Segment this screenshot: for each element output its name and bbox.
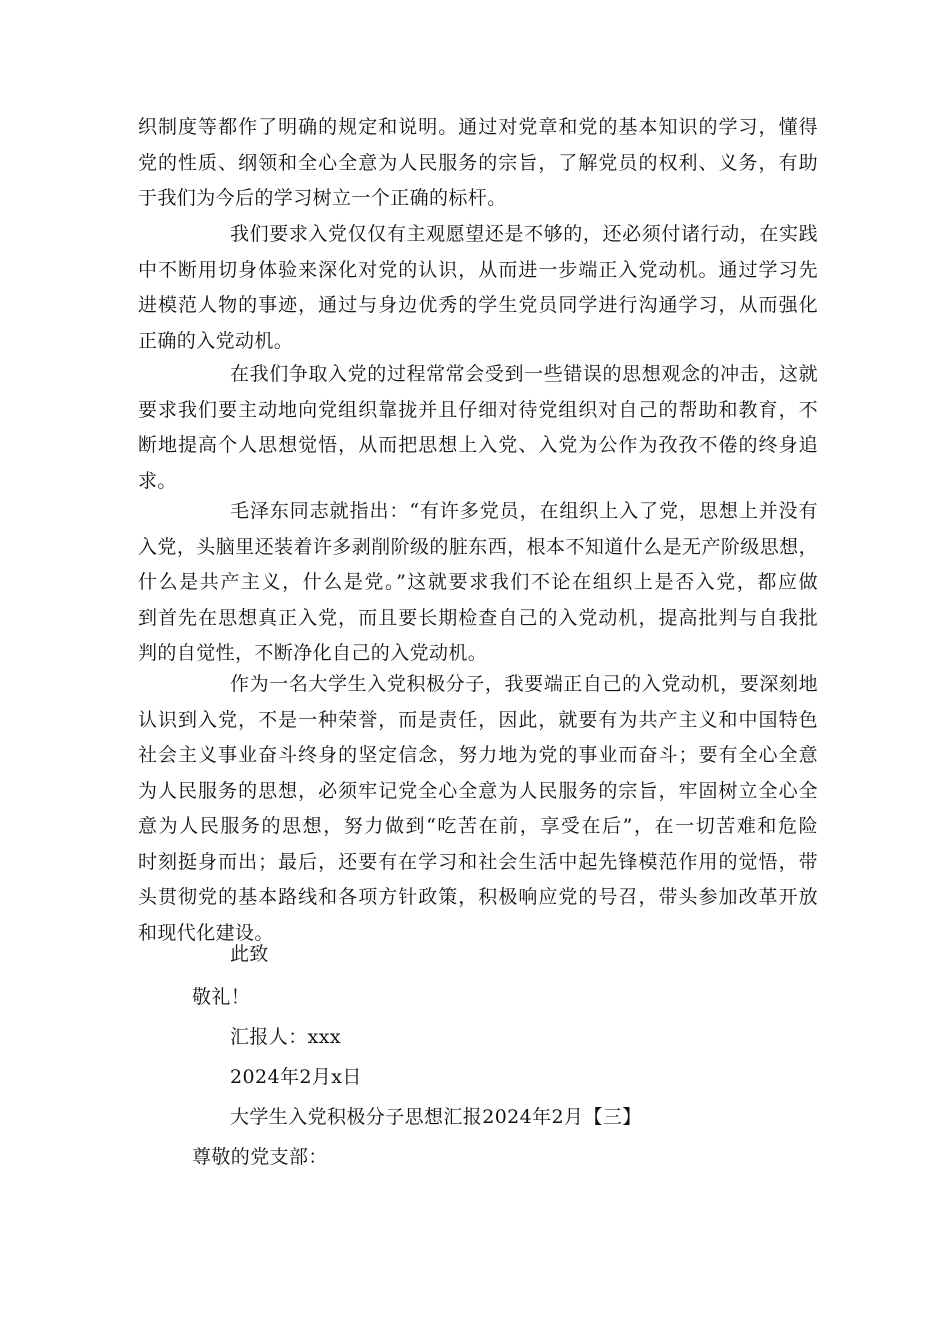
closing-line: 此致 [230,943,269,965]
text-line: 断地提高个人思想觉悟，从而把思想上入党、入党为公作为孜孜不倦的终身追 [138,434,818,456]
salute-line: 敬礼！ [192,986,251,1008]
text-line: 认识到入党，不是一种荣誉，而是责任，因此，就要有为共产主义和中国特色 [138,708,818,731]
text-line: 党的性质、纲领和全心全意为人民服务的宗旨，了解党员的权利、义务，有助 [138,151,818,174]
date-line: 2024年2月x日 [230,1066,362,1088]
text-line: 我们要求入党仅仅有主观愿望还是不够的，还必须付诸行动，在实践 [230,223,818,245]
paragraph-4 [138,494,818,672]
paragraph-5 [138,667,818,951]
text-line: 社会主义事业奋斗终身的坚定信念，努力地为党的事业而奋斗；要有全心全意 [138,744,818,766]
text-line: 到首先在思想真正入党，而且要长期检查自己的入党动机，提高批判与自我批 [138,606,818,629]
next-report-title: 大学生入党积极分子思想汇报2024年2月【三】 [230,1106,642,1128]
text-line: 作为一名大学生入党积极分子，我要端正自己的入党动机，要深刻地 [230,673,818,695]
text-line: 判的自觉性，不断净化自己的入党动机。 [138,642,488,664]
text-line: 什么是共产主义，什么是党。”这就要求我们不论在组织上是否入党，都应做 [138,571,818,593]
reporter-line: 汇报人：xxx [230,1026,341,1048]
text-line: 于我们为今后的学习树立一个正确的标杆。 [138,187,507,209]
text-line: 在我们争取入党的过程常常会受到一些错误的思想观念的冲击，这就 [230,363,818,385]
text-line: 入党，头脑里还装着许多剥削阶级的脏东西，根本不知道什么是无产阶级思想， [138,535,818,558]
text-line: 毛泽东同志就指出：“有许多党员，在组织上入了党，思想上并没有 [230,500,818,522]
text-line: 织制度等都作了明确的规定和说明。通过对党章和党的基本知识的学习，懂得 [138,116,818,138]
next-report-greeting: 尊敬的党支部： [192,1146,328,1168]
text-line: 进模范人物的事迹，通过与身边优秀的学生党员同学进行沟通学习，从而强化 [138,294,818,316]
text-line: 求。 [138,469,177,492]
text-line: 中不断用切身体验来深化对党的认识，从而进一步端正入党动机。通过学习先 [138,258,818,281]
paragraph-3 [138,357,818,499]
text-line: 正确的入党动机。 [138,329,294,352]
text-line: 为人民服务的思想，必须牢记党全心全意为人民服务的宗旨，牢固树立全心全 [138,779,818,802]
text-line: 和现代化建设。 [138,921,274,944]
text-line: 意为人民服务的思想，努力做到“吃苦在前，享受在后”，在一切苦难和危险 [138,815,818,837]
paragraph-2 [138,217,818,359]
text-line: 要求我们要主动地向党组织靠拢并且仔细对待党组织对自己的帮助和教育，不 [138,398,818,421]
text-line: 头贯彻党的基本路线和各项方针政策，积极响应党的号召，带头参加改革开放 [138,886,818,908]
text-line: 时刻挺身而出；最后，还要有在学习和社会生活中起先锋模范作用的觉悟，带 [138,850,818,873]
paragraph-1 [138,110,818,217]
